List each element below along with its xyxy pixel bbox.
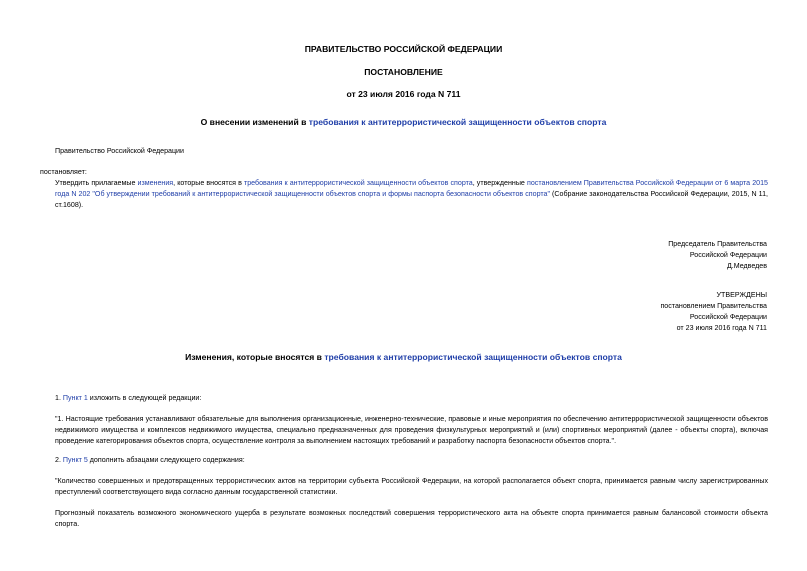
change-item-1-number: 1. [55,394,63,402]
change-item-2-number: 2. [55,456,63,464]
signature-block [668,239,767,272]
resolution-text-c: , утвержденные [472,179,527,187]
approval-country: Российской Федерации [689,313,767,321]
document-title [0,117,807,127]
change-item-2-quote-1: "Количество совершенных и предотвращенных террористических актов на территории субъекта Российской Федерации, на которой располагается объект спорта, принимается равным числу зарегистрированных преступлений соответствующего вида согласно данным государственной статистики. [55,477,768,496]
change-item-2-text: дополнить абзацами следующего содержания: [87,456,245,464]
signature-position: Председатель Правительства [668,240,767,248]
resolution-text-d: (Собрание законодательства Российской Федерации, 2015, N 11, ст.1608). [55,190,768,209]
clause-5-link[interactable]: Пункт 5 [62,456,88,464]
document-type-heading: ПОСТАНОВЛЕНИЕ [364,67,443,77]
signature-name: Д.Медведев [726,262,767,270]
change-item-1 [55,393,768,404]
changes-title [0,352,807,362]
approval-decree: постановлением Правительства [660,302,767,310]
signature-country: Российской Федерации [689,251,767,259]
change-item-2 [55,455,768,466]
approval-heading: УТВЕРЖДЕНЫ [716,291,767,299]
document-date: от 23 июля 2016 года N 711 [346,89,461,99]
approval-block [660,290,767,334]
changes-link[interactable]: изменения [137,179,174,187]
government-heading: ПРАВИТЕЛЬСТВО РОССИЙСКОЙ ФЕДЕРАЦИИ [304,44,503,54]
resolution-paragraph [55,178,768,211]
change-item-2-quote-2: Прогнозный показатель возможного экономического ущерба в результате возможных последствий совершения террористического акта на объекте спорта принимается равным балансовой стоимости объекта спорта. [55,509,768,528]
requirements-link[interactable]: требования к антитеррористической защищенности объектов спорта [243,179,473,187]
decree-202-link[interactable]: постановлением Правительства Российской Федерации от 6 марта 2015 года N 202 "Об утверждении требований к антитеррористической защищенности объектов спорта и формы паспорта безопасности объектов спорта" [55,179,768,198]
clause-1-link[interactable]: Пункт 1 [62,394,88,402]
intro-resolves: постановляет: [40,168,87,176]
changes-title-link[interactable]: требования к антитеррористической защищенности объектов спорта [324,352,622,362]
resolution-text-a: Утвердить прилагаемые [55,179,138,187]
resolution-text-b: , которые вносятся в [173,179,244,187]
change-item-1-text: изложить в следующей редакции: [87,394,202,402]
intro-government: Правительство Российской Федерации [55,147,184,155]
document-title-link[interactable]: требования к антитеррористической защищенности объектов спорта [308,117,607,127]
changes-title-prefix: Изменения, которые вносятся в [185,352,325,362]
change-item-1-quote: "1. Настоящие требования устанавливают обязательные для выполнения организационные, инженерно-технические, правовые и иные мероприятия по обеспечению антитеррористической защищенности объектов недвижимого имущества и комплексов недвижимого имущества, специально предназначенных для проведения физкультурных мероприятий и (или) спортивных мероприятий (далее - объекты спорта), включая проведение категорирования объектов спорта, осуществление контроля за выполнением настоящих требований и разработку паспорта безопасности объектов спорта.". [55,415,768,445]
document-title-prefix: О внесении изменений в [200,117,309,127]
approval-date: от 23 июля 2016 года N 711 [676,324,767,332]
